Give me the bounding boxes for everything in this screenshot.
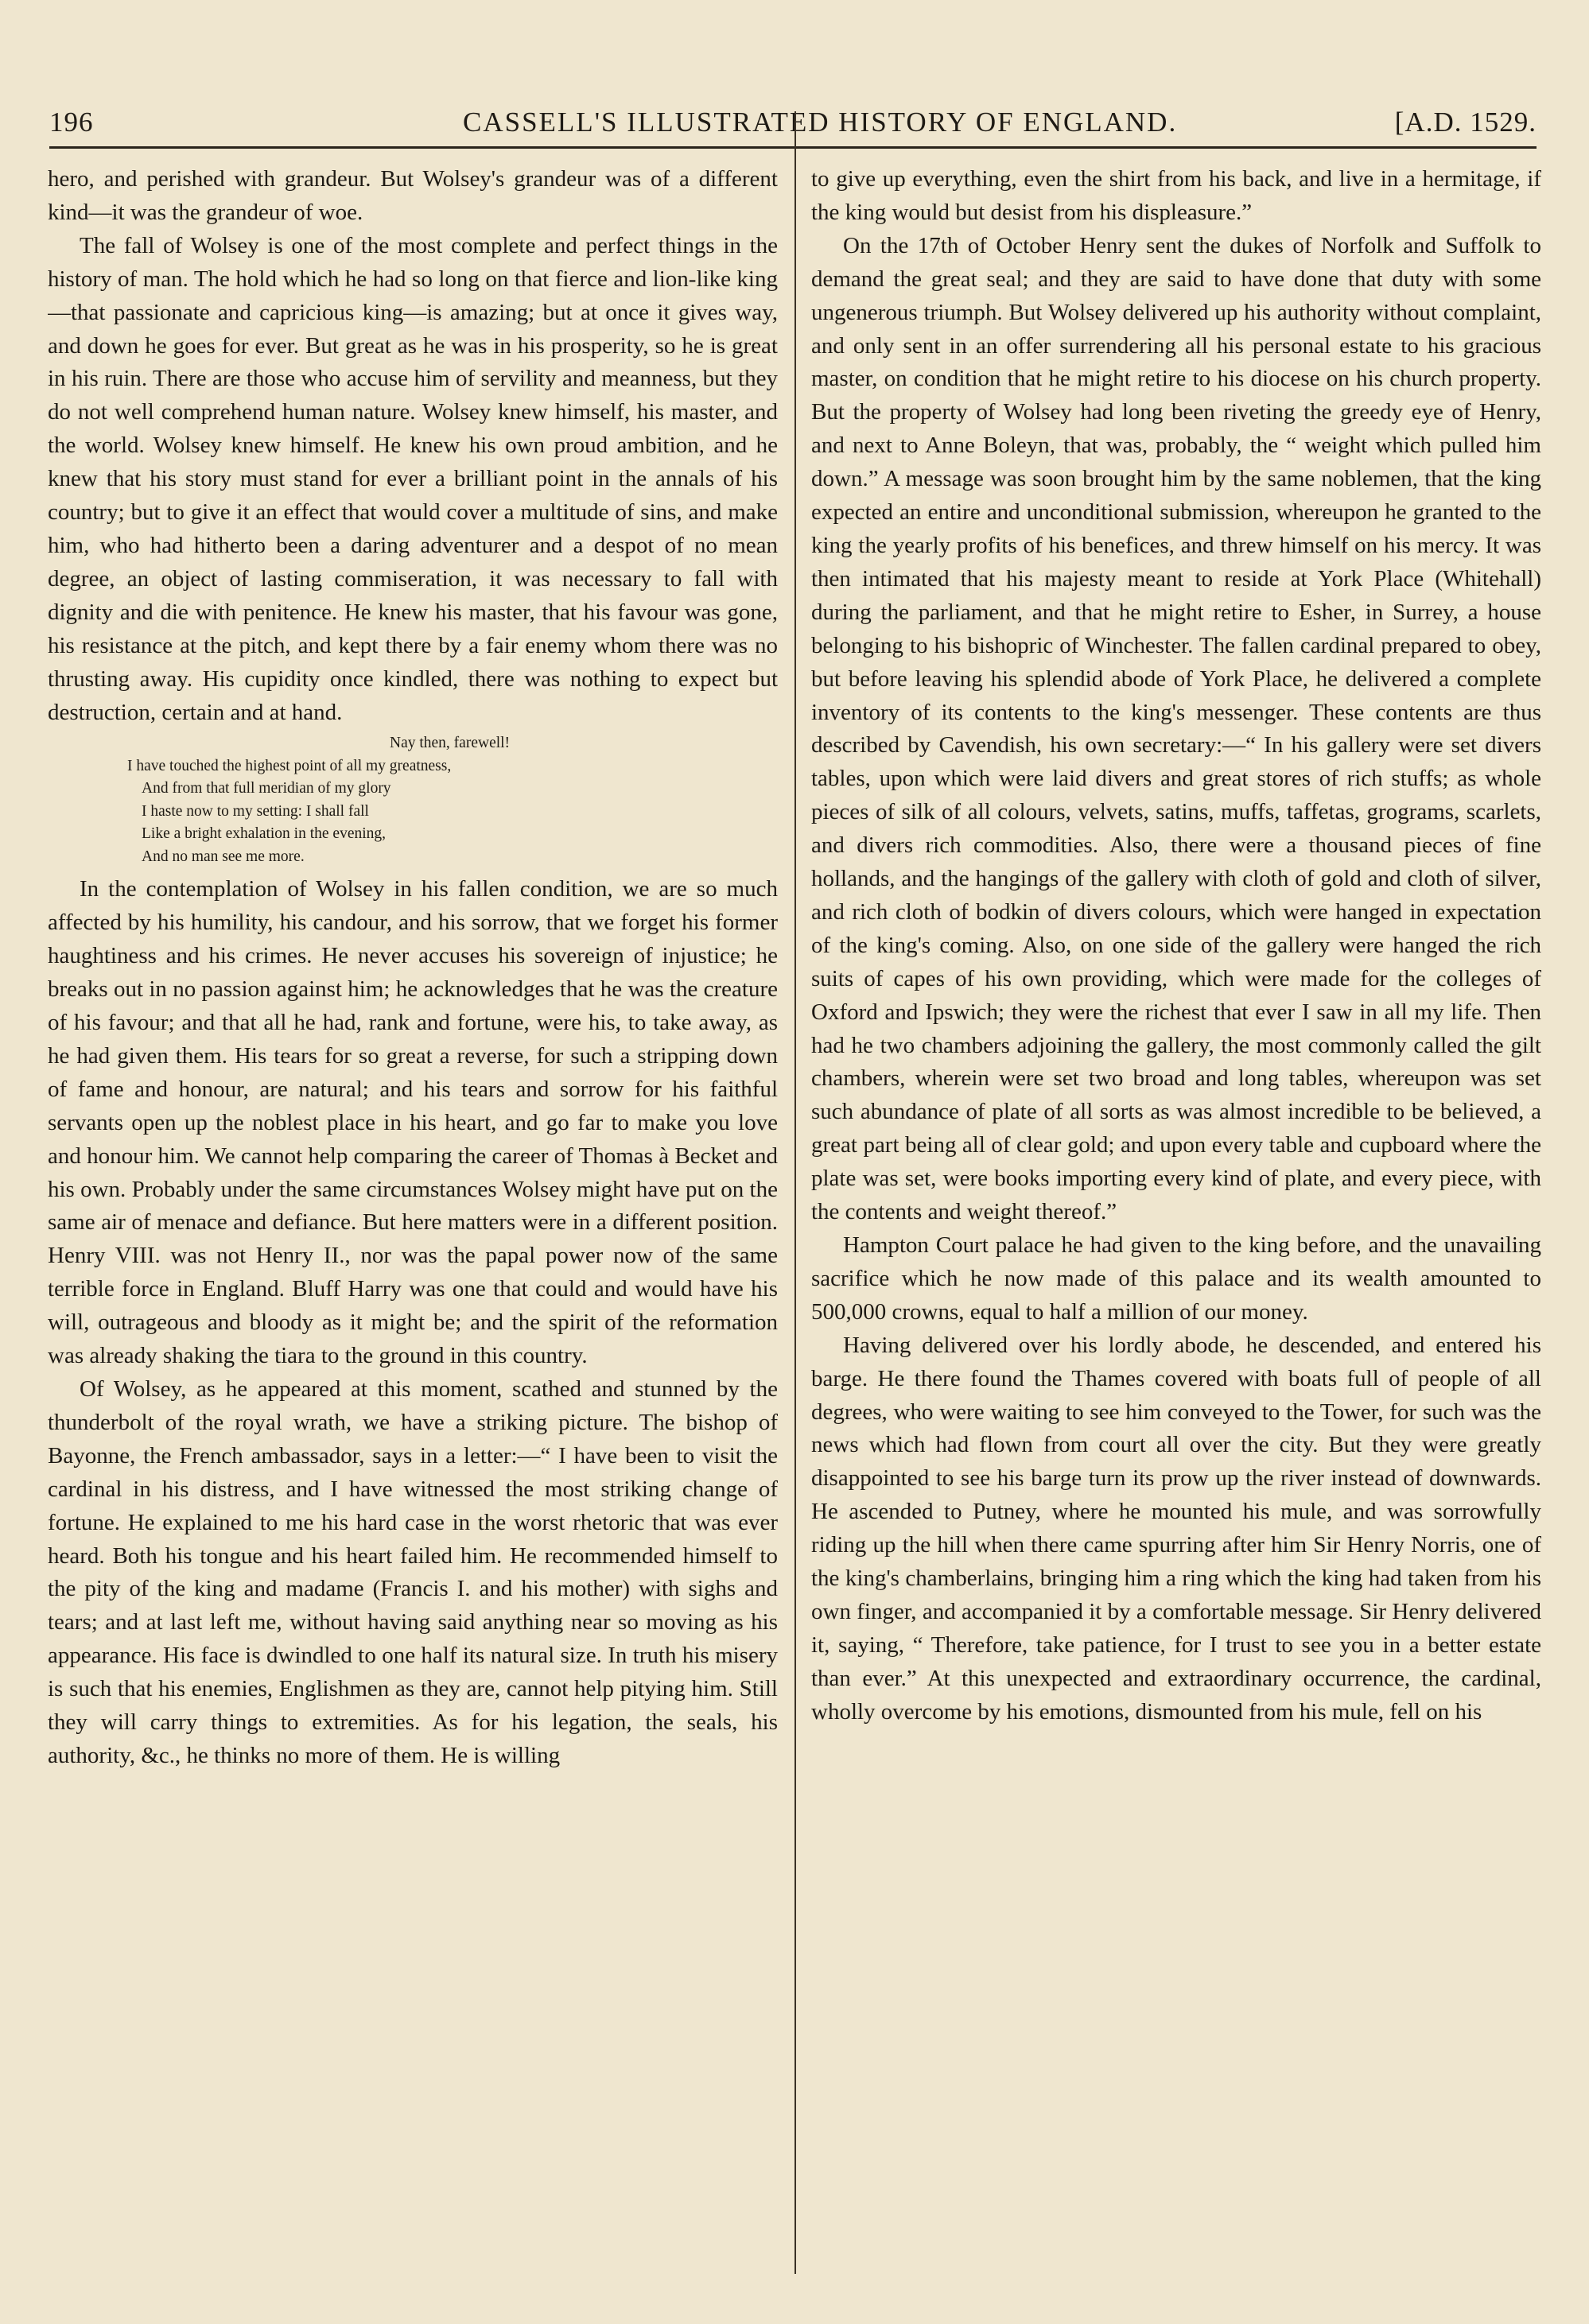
paragraph: Of Wolsey, as he appeared at this moment, scathed and stunned by the thunderbolt of the royal wrath, we have a striking picture. The bishop of Bayonne, the French ambassador, says in a letter:—“ I have been to visit the cardinal in his distress, and I have witnessed the most striking change of fortune. He explained to me his hard case in the worst rhetoric that was ever heard. Both his tongue and his heart failed him. He recommended himself to the pity of the king and madame (Francis I. and his mother) with sighs and tears; and at last left me, without having said anything near so moving as his appearance. His face is dwindled to one half its natural size. In truth his misery is such that his enemies, Englishmen as they are, cannot help pitying him. Still they will carry things to extremities. As for his legation, the seals, his authority, &c., he thinks no more of them. He is willing [48,1376,778,1768]
paragraph: In the contemplation of Wolsey in his fallen condition, we are so much affected by his humility, his candour, and his sorrow, that we forget his former haughtiness and his crimes. He never accuses his sovereign of injustice; he breaks out in no passion against him; he acknowledges that he was the creature of his favour; and that all he had, rank and fortune, were his, to take away, as he had given them. His tears for so great a reverse, for such a stripping down of fame and honour, are natural; and his tears and sorrow for his faithful servants open up the noblest place in his heart, and go far to make you love and honour him. We cannot help comparing the career of Thomas à Becket and his own. Probably under the same circumstances Wolsey might have put on the same air of menace and defiance. But here matters were in a different position. Henry VIII. was not Henry II., nor was the papal power now of the same terrible force in England. Bluff Harry was one that could and would have his will, outrageous and bloody as it might be; and the spirit of the reformation was already shaking the tiara to the ground in this country. [48,876,778,1369]
paragraph: Having delivered over his lordly abode, he descended, and entered his barge. He there found the Thames covered with boats full of people of all degrees, who were waiting to see him conveyed to the Tower, for such was the news which had flown from court all over the city. But they were greatly disappointed to see his barge turn its prow up the river instead of downwards. He ascended to Putney, where he mounted his mule, and was sorrowfully riding up the hill when there came spurring after him Sir Henry Norris, one of the king's chamberlains, bringing him a ring which the king had taken from his own finger, and accompanied it by a comfortable message. Sir Henry delivered it, saying, “ Therefore, take patience, for I trust to see you in a better estate than ever.” At this unexpected and extraordinary occurrence, the cardinal, wholly overcome by his emotions, dismounted from his mule, fell on his [811,1332,1541,1725]
page-number: 196 [49,107,94,138]
verse-line: Like a bright exhalation in the evening, [142,825,387,843]
running-title: CASSELL'S ILLUSTRATED HISTORY OF ENGLAND. [463,107,1178,138]
verse-line: I have touched the highest point of all my greatness, [127,757,452,774]
verse-line: Nay then, farewell! [390,735,511,752]
running-date: [A.D. 1529. [1394,107,1537,138]
right-column [811,163,1541,2262]
verse-line: And no man see me more. [142,848,305,865]
paragraph: On the 17th of October Henry sent the dukes of Norfolk and Suffolk to demand the great seal; and they are said to have done that duty with some ungenerous triumph. But Wolsey delivered up his authority without complaint, and only sent in an offer surrendering all his personal estate to his gracious master, on condition that he might retire to his diocese on his church property. But the property of Wolsey had long been riveting the greedy eye of Henry, and next to Anne Boleyn, that was, probably, the “ weight which pulled him down.” A message was soon brought him by the same noblemen, that the king expected an entire and unconditional submission, whereupon he granted to the king the yearly profits of his benefices, and threw himself on his mercy. It was then intimated that his majesty meant to reside at York Place (Whitehall) during the parliament, and that he might retire to Esher, in Surrey, a house belonging to his bishopric of Winchester. The fallen cardinal prepared to obey, but before leaving his splendid abode of York Place, he delivered a complete inventory of its contents to the king's messenger. These contents are thus described by Cavendish, his own secretary:—“ In his gallery were set divers tables, upon which were laid divers and great stores of rich stuffs; as whole pieces of silk of all colours, velvets, satins, muffs, taffetas, grograms, scarlets, and divers rich commodities. Also, there were a thousand pieces of fine hollands, and the hangings of the gallery with cloth of gold and cloth of silver, and rich cloth of bodkin of divers colours, which were hanged in expectation of the king's coming. Also, on one side of the gallery were hanged the rich suits of capes of his own providing, which were made for the colleges of Oxford and Ipswich; they were the richest that ever I saw in all my life. Then had he two chambers adjoining the gallery, the most commonly called the gilt chambers, wherein were set two broad and long tables, whereupon was set such abundance of plate of all sorts as was almost incredible to be believed, a great part being all of clear gold; and upon every table and cupboard where the plate was set, were books importing every kind of plate, and every piece, with the contents and weight thereof.” [811,232,1541,1225]
running-header [49,102,1537,149]
header-rule [49,146,1537,149]
paragraph: to give up everything, even the shirt from his back, and live in a hermitage, if the king would but desist from his displeasure.” [811,166,1541,225]
paragraph: The fall of Wolsey is one of the most complete and perfect things in the history of man. The hold which he had so long on that fierce and lion-like king—that passionate and capricious king—is amazing; but at once it gives way, and down he goes for ever. But great as he was in his prosperity, so he is great in his ruin. There are those who accuse him of servility and meanness, but they do not well comprehend human nature. Wolsey knew himself, his master, and the world. Wolsey knew himself. He knew his own proud ambition, and he knew that his story must stand for ever a brilliant point in the annals of his country; but to give it an effect that would cover a multitude of sins, and make him, who had hitherto been a daring adventurer and a despot of no mean degree, an object of lasting commiseration, it was necessary to fall with dignity and die with penitence. He knew his master, that his favour was gone, his resistance at the pitch, and kept there by a fair enemy whom there was no thrusting away. His cupidity once kindled, there was nothing to expect but destruction, certain and at hand. [48,232,778,725]
paragraph: Hampton Court palace he had given to the king before, and the unavailing sacrifice which he now made of this palace and its wealth amounted to 500,000 crowns, equal to half a million of our money. [811,1232,1541,1325]
left-column [48,163,778,2262]
verse-line: And from that full meridian of my glory [142,780,391,797]
column-divider [794,111,796,2274]
paragraph: hero, and perished with grandeur. But Wolsey's grandeur was of a different kind—it was the grandeur of woe. [48,166,778,225]
verse-quotation [48,732,778,868]
verse-line: I haste now to my setting: I shall fall [142,802,369,820]
